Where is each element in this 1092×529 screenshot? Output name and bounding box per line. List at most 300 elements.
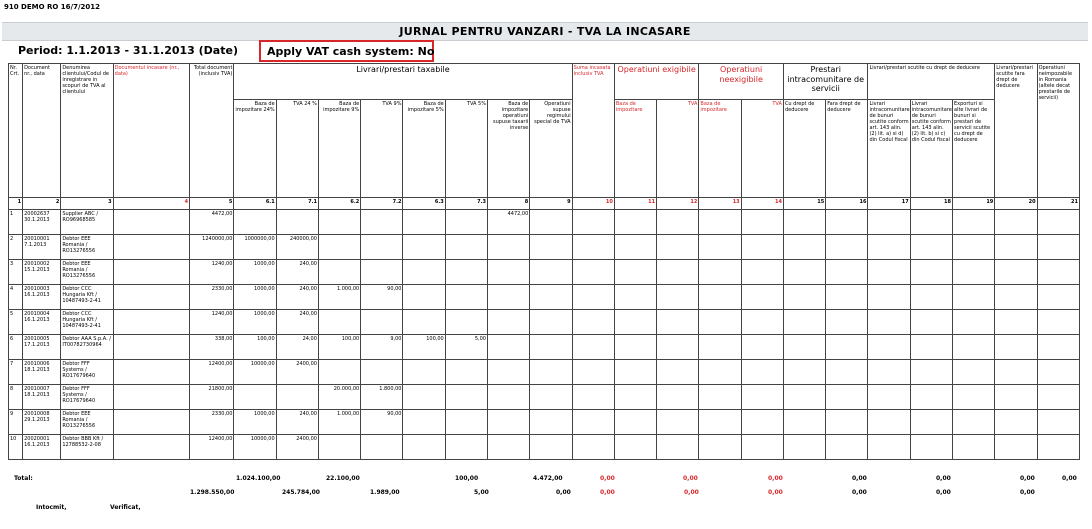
group-livrari: Livrari/prestari taxabile: [234, 64, 572, 100]
table-cell: 1240000,00: [190, 235, 234, 260]
table-cell: [403, 235, 445, 260]
total-cell: 0,00: [1062, 475, 1077, 482]
table-cell: [995, 385, 1037, 410]
table-cell: [910, 260, 952, 285]
table-cell: 20020001 16.1.2013: [23, 435, 61, 460]
table-cell: [826, 260, 868, 285]
table-cell: 20.000,00: [318, 385, 360, 410]
table-cell: 12400,00: [190, 435, 234, 460]
table-cell: [614, 410, 656, 435]
table-cell: [572, 435, 614, 460]
col-number: 13: [699, 198, 741, 210]
col-header-11: Baza de impozitare: [614, 100, 656, 198]
table-cell: [783, 285, 825, 310]
table-cell: 12400,00: [190, 360, 234, 385]
table-cell: [741, 210, 783, 235]
total-cell: 245.784,00: [282, 489, 320, 496]
table-cell: [530, 310, 572, 335]
table-cell: Supplier ABC / RO96968585: [61, 210, 113, 235]
total-cell: 0,00: [768, 475, 783, 482]
table-cell: [868, 410, 910, 435]
table-cell: [572, 360, 614, 385]
table-cell: Debtor EEE Romania / RO13276556: [61, 260, 113, 285]
table-cell: [699, 335, 741, 360]
table-cell: 10000,00: [234, 435, 276, 460]
table-cell: [910, 385, 952, 410]
table-cell: [530, 360, 572, 385]
col-header-1: Nr. Crt.: [9, 64, 23, 198]
col-number: 2: [23, 198, 61, 210]
total-cell: 0,00: [600, 489, 615, 496]
col-number: 1: [9, 198, 23, 210]
table-cell: [657, 360, 699, 385]
total-cell: 0,00: [600, 475, 615, 482]
table-cell: [361, 310, 403, 335]
table-cell: [953, 360, 995, 385]
table-cell: [868, 360, 910, 385]
table-cell: 20010003 16.1.2013: [23, 285, 61, 310]
table-cell: [910, 235, 952, 260]
table-cell: [318, 235, 360, 260]
col-header-5: Total document (inclusiv TVA): [190, 64, 234, 198]
table-cell: [488, 435, 530, 460]
col-header-7-1: TVA 24 %: [276, 100, 318, 198]
total-cell: 0,00: [768, 489, 783, 496]
table-cell: [403, 210, 445, 235]
table-cell: [741, 310, 783, 335]
col-number: 4: [113, 198, 189, 210]
table-cell: [1037, 410, 1079, 435]
col-number: 7.2: [361, 198, 403, 210]
table-cell: [1037, 335, 1079, 360]
table-cell: Debtor CCC Hungaria Kft / 10487493-2-41: [61, 285, 113, 310]
table-cell: [953, 435, 995, 460]
table-cell: [1037, 310, 1079, 335]
group-scutite: Livrari/prestari scutite cu drept de deducere: [868, 64, 995, 100]
table-cell: Debtor EEE Romania / RO13276556: [61, 235, 113, 260]
col-number: 3: [61, 198, 113, 210]
table-cell: [530, 435, 572, 460]
table-cell: [699, 435, 741, 460]
table-row: [9, 360, 1080, 385]
col-header-7-3: TVA 5%: [445, 100, 487, 198]
col-number: 20: [995, 198, 1037, 210]
table-cell: [276, 210, 318, 235]
table-cell: [741, 335, 783, 360]
table-cell: [826, 335, 868, 360]
table-cell: 20010005 17.1.2013: [23, 335, 61, 360]
table-cell: [953, 335, 995, 360]
table-cell: 240,00: [276, 285, 318, 310]
table-cell: [995, 410, 1037, 435]
table-cell: 2330,00: [190, 285, 234, 310]
title-bar: [2, 22, 1088, 41]
table-cell: 20010001 7.1.2013: [23, 235, 61, 260]
table-cell: 2: [9, 235, 23, 260]
table-cell: [826, 235, 868, 260]
table-cell: [826, 360, 868, 385]
table-cell: 240,00: [276, 310, 318, 335]
col-header-7-2: TVA 9%: [361, 100, 403, 198]
table-cell: 4472,00: [190, 210, 234, 235]
vat-system-label: Apply VAT cash system: No: [267, 45, 435, 58]
table-cell: [113, 360, 189, 385]
table-row: [9, 410, 1080, 435]
table-cell: [530, 285, 572, 310]
table-cell: 9,00: [361, 335, 403, 360]
table-cell: [318, 310, 360, 335]
table-cell: [1037, 260, 1079, 285]
table-cell: [910, 210, 952, 235]
table-cell: [741, 435, 783, 460]
table-row: [9, 435, 1080, 460]
col-number: 14: [741, 198, 783, 210]
col-header-20: Livrari/prestari scutite fara drept de deducere: [995, 64, 1037, 198]
col-header-14: TVA: [741, 100, 783, 198]
table-cell: 4472,00: [488, 210, 530, 235]
table-cell: [113, 210, 189, 235]
table-cell: [614, 235, 656, 260]
table-cell: 1: [9, 210, 23, 235]
table-cell: [113, 385, 189, 410]
table-cell: 2400,00: [276, 435, 318, 460]
total-cell: 0,00: [684, 489, 699, 496]
table-cell: [910, 410, 952, 435]
table-cell: 8: [9, 385, 23, 410]
table-cell: [783, 360, 825, 385]
table-cell: [826, 310, 868, 335]
table-cell: [530, 210, 572, 235]
table-cell: [1037, 285, 1079, 310]
table-cell: [614, 310, 656, 335]
period-label: Period: 1.1.2013 - 31.1.2013 (Date): [18, 44, 238, 57]
table-cell: [995, 335, 1037, 360]
table-cell: [113, 335, 189, 360]
table-cell: [403, 410, 445, 435]
total-cell: 0,00: [1020, 489, 1035, 496]
table-cell: [488, 410, 530, 435]
table-cell: [699, 235, 741, 260]
table-cell: [276, 385, 318, 410]
col-header-15: Cu drept de deducere: [783, 100, 825, 198]
total-cell: 1.298.550,00: [190, 489, 235, 496]
table-cell: [995, 210, 1037, 235]
col-number: 8: [488, 198, 530, 210]
table-cell: [783, 410, 825, 435]
table-cell: [361, 360, 403, 385]
table-cell: 10000,00: [234, 360, 276, 385]
table-cell: [910, 285, 952, 310]
table-cell: [113, 285, 189, 310]
table-cell: [910, 435, 952, 460]
table-cell: [783, 235, 825, 260]
table-cell: [657, 410, 699, 435]
table-cell: [614, 260, 656, 285]
table-cell: [572, 210, 614, 235]
table-cell: [445, 210, 487, 235]
table-cell: [572, 260, 614, 285]
table-cell: [868, 260, 910, 285]
table-cell: [953, 260, 995, 285]
table-cell: [699, 210, 741, 235]
col-header-10: Suma incasata inclusiv TVA: [572, 64, 614, 198]
table-cell: Debtor FFF Systems / RO17679640: [61, 360, 113, 385]
footer-intocmit: Intocmit,: [36, 504, 67, 511]
table-cell: 1.000,00: [318, 285, 360, 310]
col-number: 16: [826, 198, 868, 210]
table-cell: 1000,00: [234, 310, 276, 335]
table-cell: [488, 235, 530, 260]
table-cell: [783, 210, 825, 235]
table-cell: 90,00: [361, 285, 403, 310]
table-cell: [910, 310, 952, 335]
total-cell: 0,00: [556, 489, 571, 496]
table-cell: [488, 310, 530, 335]
table-cell: [445, 435, 487, 460]
table-cell: [953, 285, 995, 310]
table-cell: Debtor CCC Hungaria Kft / 10487493-2-41: [61, 310, 113, 335]
table-cell: 10: [9, 435, 23, 460]
table-cell: [699, 310, 741, 335]
table-body: [9, 210, 1080, 460]
table-cell: [741, 235, 783, 260]
col-header-2: Document nr., data: [23, 64, 61, 198]
table-cell: Debtor EEE Romania / RO13276556: [61, 410, 113, 435]
col-header-13: Baza de impozitare: [699, 100, 741, 198]
table-cell: [868, 210, 910, 235]
col-header-4: Documentul incasare (nr., data): [113, 64, 189, 198]
table-cell: [995, 285, 1037, 310]
table-cell: 4: [9, 285, 23, 310]
table-cell: 24,00: [276, 335, 318, 360]
table-cell: [741, 385, 783, 410]
table-cell: [318, 435, 360, 460]
total-cell: 22.100,00: [326, 475, 360, 482]
table-cell: 20010006 18.1.2013: [23, 360, 61, 385]
table-cell: [614, 385, 656, 410]
table-cell: [445, 260, 487, 285]
table-cell: [995, 435, 1037, 460]
table-cell: [572, 385, 614, 410]
col-number: 6.3: [403, 198, 445, 210]
table-cell: 1000,00: [234, 410, 276, 435]
table-cell: [657, 260, 699, 285]
col-header-18: Livrari intracomunitare de bunuri scutite conform art. 143 alin. (2) lit. b) si c) din Codul fiscal: [910, 100, 952, 198]
table-cell: 6: [9, 335, 23, 360]
table-cell: [910, 360, 952, 385]
col-number: 18: [910, 198, 952, 210]
table-cell: [657, 285, 699, 310]
table-cell: [826, 435, 868, 460]
table-cell: [657, 235, 699, 260]
group-exigibile: Operatiuni exigibile: [614, 64, 699, 100]
table-cell: [234, 210, 276, 235]
table-cell: [953, 210, 995, 235]
table-cell: [614, 360, 656, 385]
table-cell: [530, 335, 572, 360]
table-cell: [318, 360, 360, 385]
total-cell: 0,00: [852, 489, 867, 496]
table-cell: [403, 310, 445, 335]
table-cell: [318, 260, 360, 285]
table-cell: 5: [9, 310, 23, 335]
col-number: 9: [530, 198, 572, 210]
table-cell: [530, 235, 572, 260]
total-cell: 4.472,00: [533, 475, 563, 482]
table-cell: [572, 285, 614, 310]
table-row: [9, 335, 1080, 360]
table-cell: Debtor FFF Systems / RO17679640: [61, 385, 113, 410]
table-cell: [995, 360, 1037, 385]
total-cell: 100,00: [455, 475, 479, 482]
table-cell: 1000000,00: [234, 235, 276, 260]
total-cell: 5,00: [474, 489, 489, 496]
table-cell: 100,00: [318, 335, 360, 360]
table-cell: [403, 435, 445, 460]
col-number: 6.2: [318, 198, 360, 210]
group-intracomunitare: Prestari intracomunitare de servicii: [783, 64, 868, 100]
col-number: 5: [190, 198, 234, 210]
table-cell: [783, 335, 825, 360]
table-cell: [445, 385, 487, 410]
table-cell: [783, 260, 825, 285]
table-cell: [361, 235, 403, 260]
col-number: 15: [783, 198, 825, 210]
table-cell: [910, 335, 952, 360]
table-cell: [741, 360, 783, 385]
col-number: 10: [572, 198, 614, 210]
table-cell: [783, 385, 825, 410]
table-cell: [488, 260, 530, 285]
table-cell: [614, 435, 656, 460]
table-row: [9, 285, 1080, 310]
vat-system-box: [259, 40, 434, 62]
table-cell: [868, 385, 910, 410]
total-cell: 0,00: [936, 475, 951, 482]
table-cell: [826, 210, 868, 235]
col-header-9: Operatiuni supuse regimului special de TVA: [530, 100, 572, 198]
table-cell: [113, 235, 189, 260]
table-cell: [361, 260, 403, 285]
table-row: [9, 310, 1080, 335]
group-neexigibile: Operatiuni neexigibile: [699, 64, 784, 100]
table-cell: 7: [9, 360, 23, 385]
table-cell: [530, 385, 572, 410]
table-cell: [445, 410, 487, 435]
table-cell: [113, 410, 189, 435]
table-cell: [113, 310, 189, 335]
table-cell: 1240,00: [190, 260, 234, 285]
total-cell: 1.024.100,00: [236, 475, 281, 482]
page-title: JURNAL PENTRU VANZARI - TVA LA INCASARE: [399, 25, 691, 38]
table-cell: [488, 385, 530, 410]
table-cell: [826, 410, 868, 435]
col-number: 19: [953, 198, 995, 210]
table-cell: [783, 310, 825, 335]
table-cell: [614, 285, 656, 310]
table-cell: [361, 210, 403, 235]
total-cell: 1.989,00: [370, 489, 400, 496]
table-cell: [403, 385, 445, 410]
table-cell: [445, 285, 487, 310]
col-header-12: TVA: [657, 100, 699, 198]
table-cell: [614, 210, 656, 235]
table-cell: [868, 310, 910, 335]
table-cell: [826, 285, 868, 310]
table-cell: [445, 360, 487, 385]
col-header-21: Operatiuni neimpozabile in Romania (altele decat prestarile de servicii): [1037, 64, 1079, 198]
table-cell: [657, 385, 699, 410]
total-cell: 0,00: [1020, 475, 1035, 482]
table-cell: [699, 360, 741, 385]
col-number: 6.1: [234, 198, 276, 210]
table-cell: 1240,00: [190, 310, 234, 335]
table-row: [9, 235, 1080, 260]
table-row: [9, 260, 1080, 285]
table-cell: 9: [9, 410, 23, 435]
table-cell: Debtor BBB Kft / 12788532-2-08: [61, 435, 113, 460]
table-cell: 1.000,00: [318, 410, 360, 435]
table-cell: 21800,00: [190, 385, 234, 410]
col-header-19: Exporturi si alte livrari de bunuri si prestari de servicii scutite cu drept de deducere: [953, 100, 995, 198]
table-cell: [614, 335, 656, 360]
col-number: 12: [657, 198, 699, 210]
table-cell: [572, 335, 614, 360]
table-cell: 5,00: [445, 335, 487, 360]
table-cell: [953, 385, 995, 410]
table-cell: 20010002 15.1.2013: [23, 260, 61, 285]
col-header-3: Denumirea clientului/Codul de inregistrare in scopuri de TVA al clientului: [61, 64, 113, 198]
table-row: [9, 385, 1080, 410]
table-cell: [953, 235, 995, 260]
table-cell: [995, 260, 1037, 285]
table-cell: [1037, 360, 1079, 385]
table-cell: 100,00: [403, 335, 445, 360]
table-cell: [572, 310, 614, 335]
table-cell: 1000,00: [234, 285, 276, 310]
table-row: [9, 210, 1080, 235]
table-cell: 3: [9, 260, 23, 285]
table-cell: [699, 285, 741, 310]
table-cell: [868, 285, 910, 310]
table-cell: [657, 210, 699, 235]
table-cell: [1037, 210, 1079, 235]
table-cell: 20010008 29.1.2013: [23, 410, 61, 435]
report-header: 910 DEMO RO 16/7/2012: [4, 3, 100, 11]
table-cell: [234, 385, 276, 410]
table-cell: [953, 410, 995, 435]
table-cell: [657, 435, 699, 460]
col-number: 17: [868, 198, 910, 210]
col-header-16: Fara drept de deducere: [826, 100, 868, 198]
table-cell: [1037, 235, 1079, 260]
col-header-6-3: Baza de impozitare 5%: [403, 100, 445, 198]
table-cell: [868, 235, 910, 260]
col-number: 21: [1037, 198, 1079, 210]
col-number: 11: [614, 198, 656, 210]
table-cell: 20002637 30.1.2013: [23, 210, 61, 235]
col-number: 7.1: [276, 198, 318, 210]
table-cell: 90,00: [361, 410, 403, 435]
table-cell: [488, 335, 530, 360]
col-header-6-1: Baza de impozitare 24%: [234, 100, 276, 198]
table-cell: [572, 235, 614, 260]
table-cell: [530, 410, 572, 435]
totals-label: Total:: [14, 475, 33, 482]
table-cell: [741, 260, 783, 285]
table-cell: [445, 235, 487, 260]
table-cell: [403, 360, 445, 385]
